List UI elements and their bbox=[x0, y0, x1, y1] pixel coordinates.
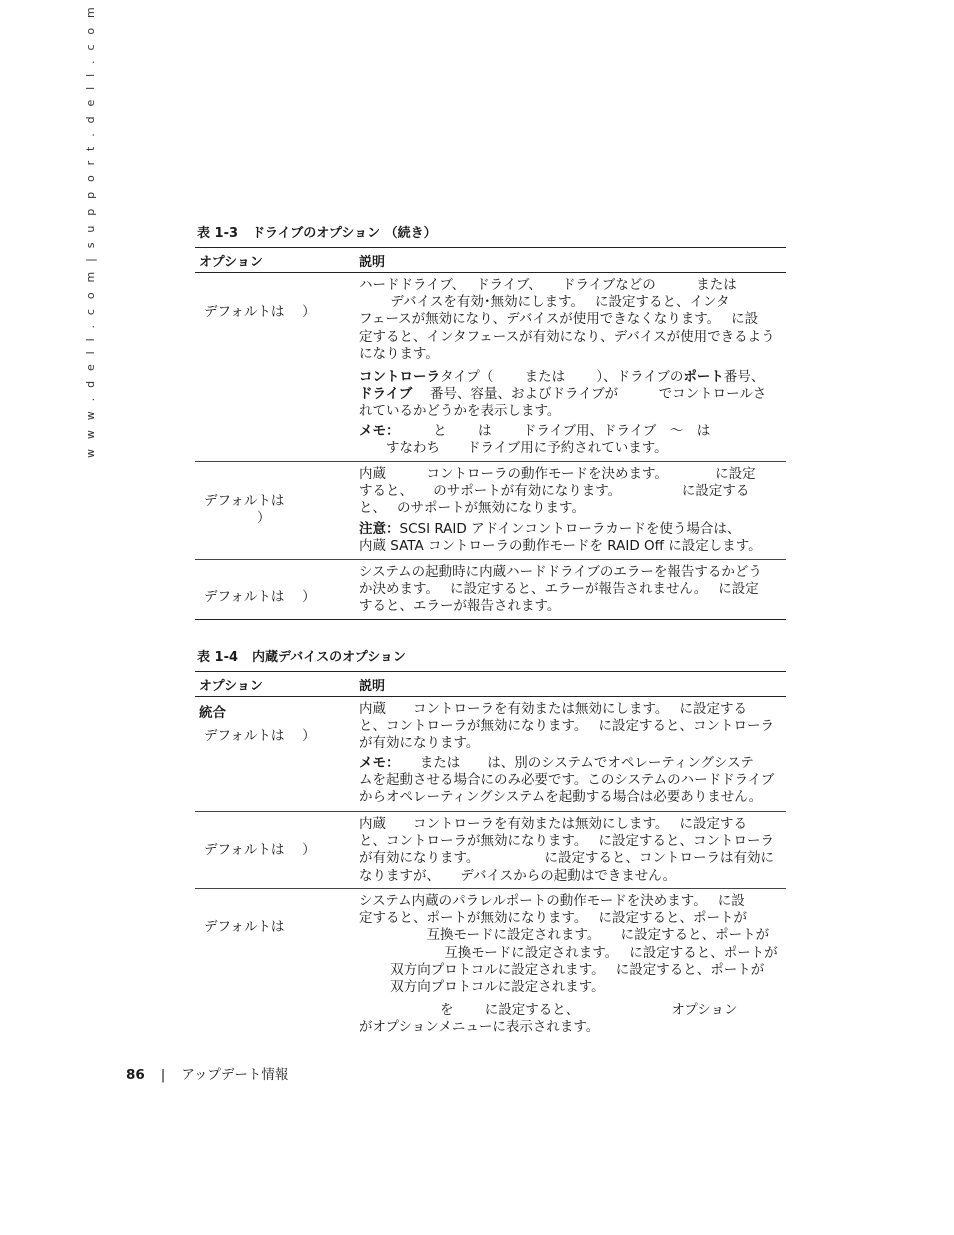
table-row bbox=[195, 812, 786, 889]
option-description bbox=[359, 697, 786, 810]
memo-text: と は ドライブ用、ドライブ ～ は bbox=[392, 422, 711, 439]
description-line: になります。 bbox=[359, 345, 439, 362]
table-1-4 bbox=[195, 671, 786, 1041]
memo-label: メモ： bbox=[359, 422, 393, 439]
option-description bbox=[359, 560, 786, 620]
description-line: デバイスを有効･無効にします。 に設定すると、インタ bbox=[359, 294, 730, 311]
table-row bbox=[195, 697, 786, 812]
text-span: タイプ（ または ）、ドライブの bbox=[440, 369, 684, 386]
option-description bbox=[359, 462, 786, 559]
option-default: デフォルトは ） bbox=[204, 304, 316, 320]
option-name: 統合 bbox=[199, 705, 226, 721]
description-line: システムの起動時に内蔵ハードドライブのエラーを報告するかどう bbox=[359, 564, 762, 580]
section-title: アップデート情報 bbox=[181, 1067, 289, 1083]
table-title: 内蔵デバイスのオプション bbox=[252, 650, 406, 665]
memo-text: すなわち ドライブ用に予約されています。 bbox=[359, 439, 668, 456]
option-default: デフォルトは ） bbox=[204, 842, 316, 858]
table-row bbox=[195, 560, 786, 620]
description-line: を に設定すると、 オプション bbox=[359, 1002, 738, 1019]
table-header bbox=[195, 247, 786, 273]
description-line: が有効になります。 bbox=[359, 735, 480, 752]
description-line: ハードドライブ、 ドライブ、 ドライブなどの または bbox=[359, 277, 737, 293]
column-header-option: オプション bbox=[199, 679, 263, 694]
description-line: れているかどうかを表示します。 bbox=[359, 403, 561, 420]
table-row bbox=[195, 273, 786, 462]
column-header-description: 説明 bbox=[359, 255, 386, 270]
text-span: 番号、 bbox=[723, 369, 765, 386]
description-line: 内蔵 コントローラを有効または無効にします。 に設定する bbox=[359, 701, 747, 717]
option-default: デフォルトは bbox=[204, 919, 285, 935]
description-line: と、コントローラが無効になります。 に設定すると、コントローラ bbox=[359, 718, 774, 735]
table-row bbox=[195, 889, 786, 1041]
table-header bbox=[195, 671, 786, 697]
caution-text: 内蔵 SATA コントローラの動作モードを RAID Off に設定します。 bbox=[359, 537, 762, 554]
description-line: 互換モードに設定されます。 に設定すると、ポートが bbox=[359, 944, 778, 961]
description-line: 内蔵 コントローラの動作モードを決めます。 に設定 bbox=[359, 466, 756, 482]
memo-note bbox=[359, 423, 786, 440]
option-default: デフォルトは ） bbox=[204, 728, 316, 744]
bold-term: ポート bbox=[683, 369, 724, 386]
text-span: 番号、容量、およびドライブが でコントロールさ bbox=[412, 386, 767, 403]
memo-note bbox=[359, 755, 786, 772]
footer-separator: | bbox=[160, 1067, 166, 1083]
table-1-3-caption bbox=[197, 222, 437, 241]
option-default-close: ） bbox=[257, 510, 271, 526]
description-line: がオプションメニューに表示されます。 bbox=[359, 1019, 600, 1036]
description-line: すると、エラーが報告されます。 bbox=[359, 598, 561, 615]
caution-label: 注意： bbox=[359, 520, 400, 537]
description-line: 双方向プロトコルに設定されます。 bbox=[359, 979, 605, 996]
option-description bbox=[359, 889, 786, 1041]
description-line: 定すると、インタフェースが有効になり、デバイスが使用できるよう bbox=[359, 328, 775, 345]
description-line: なりますが、 デバイスからの起動はできません。 bbox=[359, 867, 677, 884]
bold-term: ドライブ bbox=[359, 386, 413, 403]
description-line: か決めます。 に設定すると、エラーが報告されません。 に設定 bbox=[359, 581, 759, 598]
description-line: と、 のサポートが無効になります。 bbox=[359, 500, 585, 517]
bold-term: コントローラ bbox=[359, 369, 440, 386]
description-line: すると、 のサポートが有効になります。 に設定する bbox=[359, 483, 750, 500]
column-header-option: オプション bbox=[199, 255, 263, 270]
table-title: ドライブのオプション （続き） bbox=[252, 226, 437, 241]
side-url: w w w . d e l l . c o m | s u p p o r t . d e l l . c o m bbox=[84, 4, 97, 458]
description-line bbox=[359, 369, 786, 386]
table-1-3 bbox=[195, 247, 786, 620]
memo-text: からオペレーティングシステムを起動する場合は必要ありません。 bbox=[359, 789, 763, 806]
option-description bbox=[359, 273, 786, 461]
page-number: 86 bbox=[126, 1067, 145, 1083]
caution-text: SCSI RAID アドインコントローラカードを使う場合は、 bbox=[399, 520, 741, 537]
description-line: 互換モードに設定されます。 に設定すると、ポートが bbox=[359, 927, 770, 944]
description-line bbox=[359, 386, 786, 403]
memo-label: メモ： bbox=[359, 754, 393, 771]
description-line: 双方向プロトコルに設定されます。 に設定すると、ポートが bbox=[359, 961, 765, 978]
memo-text: または は、別のシステムでオペレーティングシステ bbox=[392, 754, 754, 771]
memo-text: ムを起動させる場合にのみ必要です。このシステムのハードドライブ bbox=[359, 771, 775, 788]
table-row bbox=[195, 462, 786, 560]
description-line: と、コントローラが無効になります。 に設定すると、コントローラ bbox=[359, 833, 774, 850]
table-number: 表 1-3 bbox=[197, 226, 239, 241]
page-footer bbox=[126, 1063, 288, 1083]
description-line: 定すると、ポートが無効になります。 に設定すると、ポートが bbox=[359, 910, 747, 927]
column-header-description: 説明 bbox=[359, 679, 386, 694]
option-description bbox=[359, 812, 786, 889]
description-line: が有効になります。 に設定すると、コントローラは有効に bbox=[359, 850, 774, 867]
description-line: フェースが無効になり、デバイスが使用できなくなります。 に設 bbox=[359, 311, 759, 328]
description-line: 内蔵 コントローラを有効または無効にします。 に設定する bbox=[359, 816, 747, 832]
table-1-4-caption bbox=[197, 646, 406, 665]
option-default: デフォルトは bbox=[204, 493, 285, 509]
caution-note bbox=[359, 521, 786, 538]
option-default: デフォルトは ） bbox=[204, 589, 316, 605]
table-number: 表 1-4 bbox=[197, 650, 239, 665]
description-line: システム内蔵のパラレルポートの動作モードを決めます。 に設 bbox=[359, 893, 745, 909]
